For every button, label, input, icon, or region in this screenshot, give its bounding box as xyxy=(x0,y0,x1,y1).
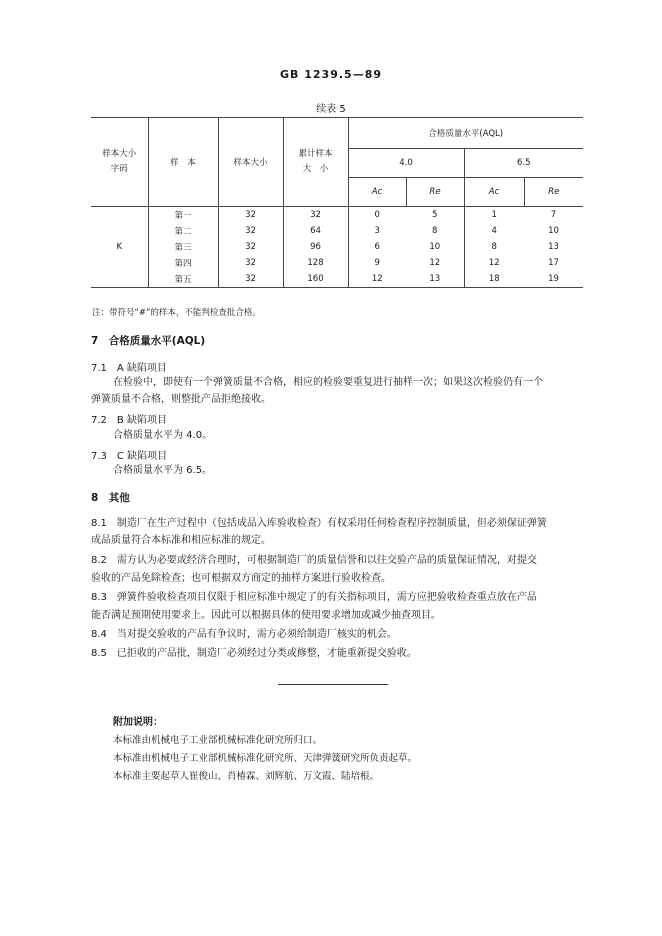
header-ac: Ac xyxy=(464,178,524,207)
ac-cell: 0 xyxy=(348,207,406,224)
re-cell: 19 xyxy=(524,271,583,288)
ac-cell: 1 xyxy=(464,207,524,224)
table-row xyxy=(91,239,583,255)
section-7-2-heading: 7.2 B 缺陷项目 xyxy=(91,415,167,426)
sample-size-cell: 32 xyxy=(218,207,283,224)
sample-size-cell: 32 xyxy=(218,271,283,288)
section-8-3-line2: 能否满足预期使用要求上。因此可以根据具体的使用要求增加或减少抽查项目。 xyxy=(91,610,441,621)
re-cell: 13 xyxy=(406,271,464,288)
cumulative-cell: 96 xyxy=(283,239,348,255)
cumulative-cell: 64 xyxy=(283,223,348,239)
cumulative-cell: 32 xyxy=(283,207,348,224)
attachment-line: 本标准由机械电子工业部机械标准化研究所归口。 xyxy=(113,735,323,746)
ac-cell: 6 xyxy=(374,242,380,252)
header-ac: Ac xyxy=(348,178,406,207)
section-7-1-text-line2: 弹簧质量不合格，则整批产品拒绝接收。 xyxy=(91,394,271,405)
cumulative-cell: 128 xyxy=(283,255,348,271)
table-row xyxy=(91,207,583,224)
ac-cell: 18 xyxy=(464,271,524,288)
table-row xyxy=(91,255,583,271)
attachment-title: 附加说明： xyxy=(113,717,163,728)
section-8-2-line1: 8.2 需方认为必要或经济合理时，可根据制造厂的质量信誉和以往交验产品的质量保证情况，对提交 xyxy=(91,555,537,566)
sample-size-cell: 32 xyxy=(218,255,283,271)
table-caption: 续表 5 xyxy=(316,104,346,115)
sample-cell: 第五 xyxy=(148,271,218,288)
section-7-2-text: 合格质量水平为 4.0。 xyxy=(113,430,213,441)
re-cell: 12 xyxy=(406,255,464,271)
re-cell: 10 xyxy=(548,226,559,236)
ac-cell: 12 xyxy=(348,271,406,288)
sampling-table xyxy=(91,117,583,288)
re-cell: 10 xyxy=(406,239,464,255)
table-note: 注：带符号“#”的样本，不能判检查批合格。 xyxy=(92,308,261,318)
section-8-1-line1: 8.1 制造厂在生产过程中（包括成品入库验收检查）有权采用任何检查程序控制质量，但必须保证弹簧 xyxy=(91,518,547,529)
sample-cell: 第四 xyxy=(148,255,218,271)
sample-cell: 第一 xyxy=(148,207,218,224)
section-8-5: 8.5 已拒收的产品批，制造厂必须经过分类或修整，才能重新提交验收。 xyxy=(91,648,417,659)
header-aql-level-2: 6.5 xyxy=(464,149,583,178)
sample-size-cell: 32 xyxy=(218,239,283,255)
section-7-heading: 7 合格质量水平(AQL) xyxy=(91,335,206,347)
header-sample: 样 本 xyxy=(148,118,218,207)
table-row xyxy=(91,223,583,239)
section-7-3-text: 合格质量水平为 6.5。 xyxy=(113,465,213,476)
ac-cell: 4 xyxy=(491,226,497,236)
section-8-heading: 8 其他 xyxy=(91,492,130,504)
header-size-code: 样本大小字码 xyxy=(91,118,148,207)
size-code-cell: K xyxy=(91,207,148,288)
re-cell: 13 xyxy=(548,242,559,252)
section-7-1-text-line1: 在检验中，即使有一个弹簧质量不合格，相应的检验要重复进行抽样一次；如果这次检验仍有一个 xyxy=(113,377,543,388)
attachment-line: 本标准由机械电子工业部机械标准化研究所、天津弹簧研究所负责起草。 xyxy=(113,753,418,764)
header-cumulative: 累计样本大 小 xyxy=(283,118,348,207)
section-8-2-line2: 验收的产品免除检查；也可根据双方商定的抽样方案进行验收检查。 xyxy=(91,573,391,584)
re-cell: 8 xyxy=(406,223,464,239)
header-re: Re xyxy=(406,178,464,207)
section-7-3-heading: 7.3 C 缺陷项目 xyxy=(91,451,168,462)
section-7-1-heading: 7.1 A 缺陷项目 xyxy=(91,363,167,374)
header-aql-level-1: 4.0 xyxy=(348,149,464,178)
re-cell: 7 xyxy=(524,207,583,224)
sample-cell: 第三 xyxy=(148,239,218,255)
standard-number: GB 1239.5—89 xyxy=(280,68,382,81)
divider xyxy=(278,684,388,685)
sample-cell: 第二 xyxy=(148,223,218,239)
section-8-1-line2: 成品质量符合本标准和相应标准的规定。 xyxy=(91,535,271,546)
header-aql: 合格质量水平(AQL) xyxy=(348,118,583,149)
re-cell: 17 xyxy=(548,258,559,268)
section-8-4: 8.4 当对提交验收的产品有争议时，需方必须给制造厂核实的机会。 xyxy=(91,629,397,640)
cumulative-cell: 160 xyxy=(283,271,348,288)
re-cell: 5 xyxy=(406,207,464,224)
ac-cell: 8 xyxy=(491,242,497,252)
header-sample-size: 样本大小 xyxy=(218,118,283,207)
sample-size-cell: 32 xyxy=(218,223,283,239)
table-row xyxy=(91,271,583,288)
ac-cell: 12 xyxy=(488,258,500,268)
attachment-line: 本标准主要起草人崔俊山、肖椿霖、刘辉航、万文霞、陆培根。 xyxy=(113,771,380,782)
ac-cell: 3 xyxy=(374,226,380,236)
ac-cell: 9 xyxy=(374,258,380,268)
header-re: Re xyxy=(524,178,583,207)
section-8-3-line1: 8.3 弹簧件验收检查项目仅限于相应标准中规定了的有关指标项目，需方应把验收检查重点放在产品 xyxy=(91,592,537,603)
